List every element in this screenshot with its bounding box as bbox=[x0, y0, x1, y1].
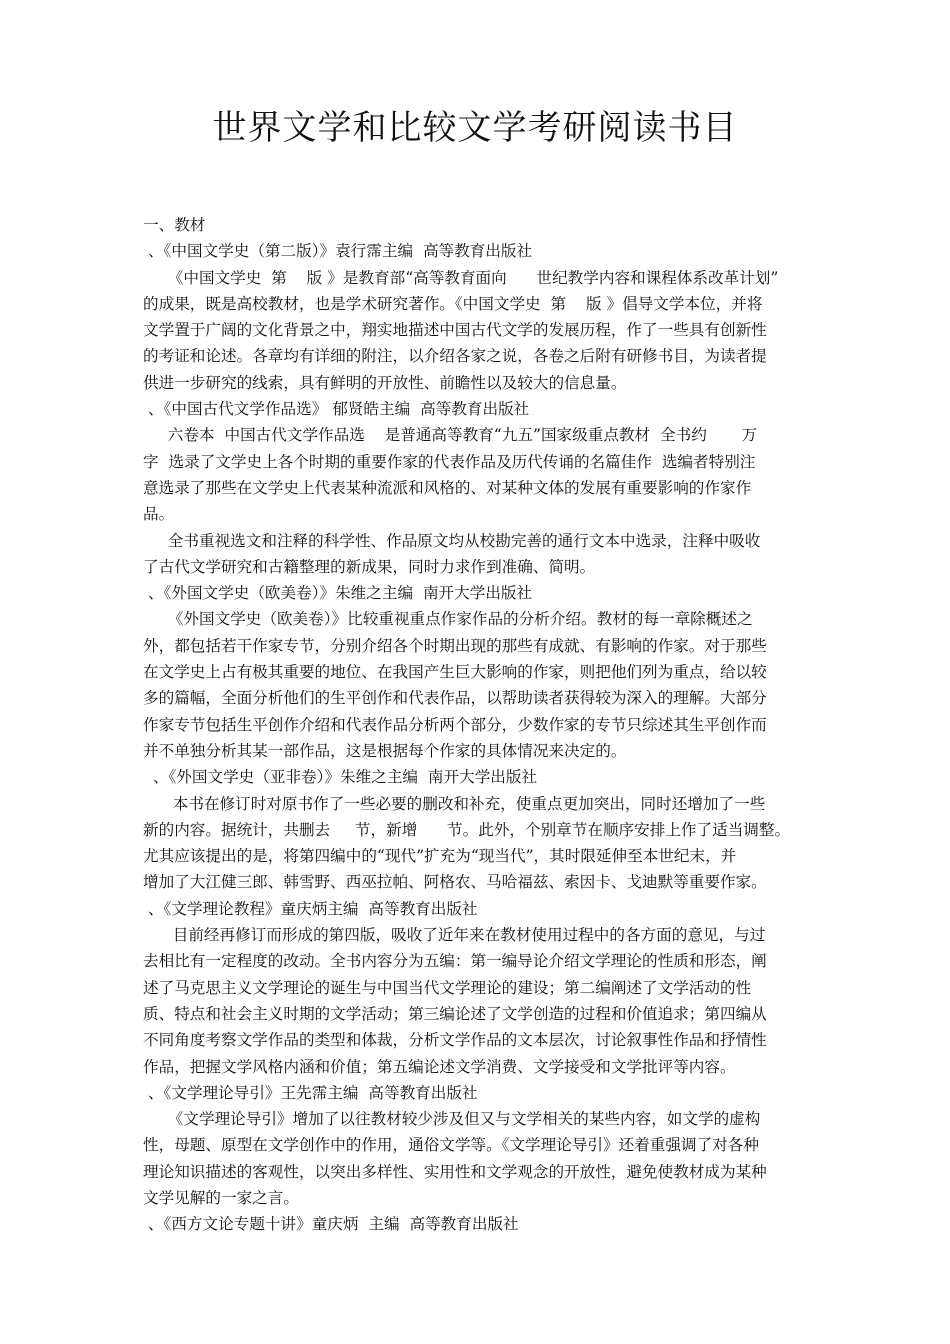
paragraph-line: 述了马克思主义文学理论的诞生与中国当代文学理论的建设；第二编阐述了文学活动的性 bbox=[143, 978, 752, 997]
book-entry-heading: 、《中国文学史（第二版）》袁行霈主编 高等教育出版社 bbox=[143, 242, 533, 261]
book-entry-heading: 、《西方文论专题十讲》童庆炳 主编 高等教育出版社 bbox=[143, 1215, 519, 1234]
paragraph-line: 文学见解的一家之言。 bbox=[143, 1188, 299, 1207]
paragraph-line: 性，母题、原型在文学创作中的作用，通俗文学等。《文学理论导引》还着重强调了对各种 bbox=[143, 1136, 759, 1155]
paragraph-line: 新的内容。据统计，共删去 节，新增 节。此外，个别章节在顺序安排上作了适当调整。 bbox=[143, 820, 791, 839]
paragraph-line: 《文学理论导引》增加了以往教材较少涉及但又与文学相关的某些内容，如文学的虚构 bbox=[143, 1110, 761, 1129]
paragraph-line: 文学置于广阔的文化背景之中，翔实地描述中国古代文学的发展历程，作了一些具有创新性 bbox=[143, 321, 767, 340]
paragraph-line: 作品，把握文学风格内涵和价值；第五编论述文学消费、文学接受和文学批评等内容。 bbox=[143, 1057, 736, 1076]
paragraph-line: 增加了大江健三郎、韩雪野、西巫拉帕、阿格农、马哈福兹、索因卡、戈迪默等重要作家。 bbox=[143, 873, 767, 892]
paragraph-line: 全书重视选文和注释的科学性、作品原文均从校勘完善的通行文本中选录，注释中吸收 bbox=[143, 531, 761, 550]
paragraph-line: 供进一步研究的线索，具有鲜明的开放性、前瞻性以及较大的信息量。 bbox=[143, 373, 627, 392]
section-heading: 一、教材 bbox=[143, 216, 206, 234]
book-entry bbox=[143, 396, 808, 580]
paragraph-line: 理论知识描述的客观性，以突出多样性、实用性和文学观念的开放性，避免使教材成为某种 bbox=[143, 1162, 767, 1181]
paragraph-line: 的成果，既是高校教材，也是学术研究著作。《中国文学史 第 版 》倡导文学本位，并将 bbox=[143, 294, 763, 313]
book-entry-heading: 、《外国文学史（欧美卷）》朱维之主编 南开大学出版社 bbox=[143, 584, 533, 603]
paragraph-line: 不同角度考察文学作品的类型和体裁，分析文学作品的文本层次，讨论叙事性作品和抒情性 bbox=[143, 1031, 767, 1050]
book-entry bbox=[143, 1080, 808, 1211]
book-entry bbox=[143, 238, 808, 396]
paragraph-line: 字 选录了文学史上各个时期的重要作家的代表作品及历代传诵的名篇佳作 选编者特别注 bbox=[143, 452, 756, 471]
book-entry-heading: 、《文学理论导引》王先霈主编 高等教育出版社 bbox=[143, 1083, 478, 1102]
book-entry bbox=[143, 580, 808, 764]
paragraph-line: 意选录了那些在文学史上代表某种流派和风格的、对某种文体的发展有重要影响的作家作 bbox=[143, 478, 752, 497]
book-entry-paragraph bbox=[143, 606, 808, 764]
book-entry-paragraph bbox=[143, 422, 808, 527]
book-entry-paragraph bbox=[143, 265, 808, 396]
paragraph-line: 多的篇幅，全面分析他们的生平创作和代表作品，以帮助读者获得较为深入的理解。大部分 bbox=[143, 689, 767, 708]
paragraph-line: 质、特点和社会主义时期的文学活动；第三编论述了文学创造的过程和价值追求；第四编从 bbox=[143, 1004, 767, 1023]
paragraph-line: 《中国文学史 第 版 》是教育部“高等教育面向 世纪教学内容和课程体系改革计划” bbox=[143, 268, 779, 287]
book-entry-paragraph bbox=[143, 922, 808, 1080]
book-entry bbox=[143, 896, 808, 1080]
paragraph-line: 《外国文学史（欧美卷）》比较重视重点作家作品的分析介绍。教材的每一章除概述之 bbox=[143, 610, 753, 629]
book-entry-heading: 、《文学理论教程》童庆炳主编 高等教育出版社 bbox=[143, 899, 478, 918]
paragraph-line: 目前经再修订而形成的第四版，吸收了近年来在教材使用过程中的各方面的意见，与过 bbox=[143, 926, 766, 945]
book-entry bbox=[143, 1211, 808, 1237]
paragraph-line: 作家专节包括生平创作介绍和代表作品分析两个部分，少数作家的专节只综述其生平创作而 bbox=[143, 715, 767, 734]
book-entry-paragraph bbox=[143, 1106, 808, 1211]
document-title: 世界文学和比较文学考研阅读书目 bbox=[212, 108, 738, 148]
paragraph-line: 尤其应该提出的是，将第四编中的“现代”扩充为“现当代”，其时限延伸至本世纪末，并 bbox=[143, 847, 737, 866]
paragraph-line: 去相比有一定程度的改动。全书内容分为五编：第一编导论介绍文学理论的性质和形态，阐 bbox=[143, 952, 767, 971]
paragraph-line: 六卷本 中国古代文学作品选 是普通高等教育“九五”国家级重点教材 全书约 万 bbox=[143, 426, 758, 445]
paragraph-line: 本书在修订时对原书作了一些必要的删改和补充，使重点更加突出，同时还增加了一些 bbox=[143, 794, 766, 813]
document-body bbox=[143, 212, 808, 1238]
paragraph-line: 了古代文学研究和古籍整理的新成果，同时力求作到准确、简明。 bbox=[143, 557, 596, 576]
book-entry-paragraph bbox=[143, 791, 808, 896]
paragraph-line: 在文学史上占有极其重要的地位、在我国产生巨大影响的作家，则把他们列为重点，给以较 bbox=[143, 663, 767, 682]
paragraph-line: 品。 bbox=[143, 505, 175, 524]
book-entry-paragraph bbox=[143, 528, 808, 581]
book-entry-heading: 、《外国文学史（亚非卷）》朱维之主编 南开大学出版社 bbox=[143, 768, 538, 787]
book-entry bbox=[143, 764, 808, 895]
paragraph-line: 的考证和论述。各章均有详细的附注，以介绍各家之说，各卷之后附有研修书目，为读者提 bbox=[143, 347, 767, 366]
paragraph-line: 并不单独分析其某一部作品，这是根据每个作家的具体情况来决定的。 bbox=[143, 741, 627, 760]
book-entry-heading: 、《中国古代文学作品选》 郁贤皓主编 高等教育出版社 bbox=[143, 400, 530, 419]
paragraph-line: 外，都包括若干作家专节，分别介绍各个时期出现的那些有成就、有影响的作家。对于那些 bbox=[143, 636, 767, 655]
